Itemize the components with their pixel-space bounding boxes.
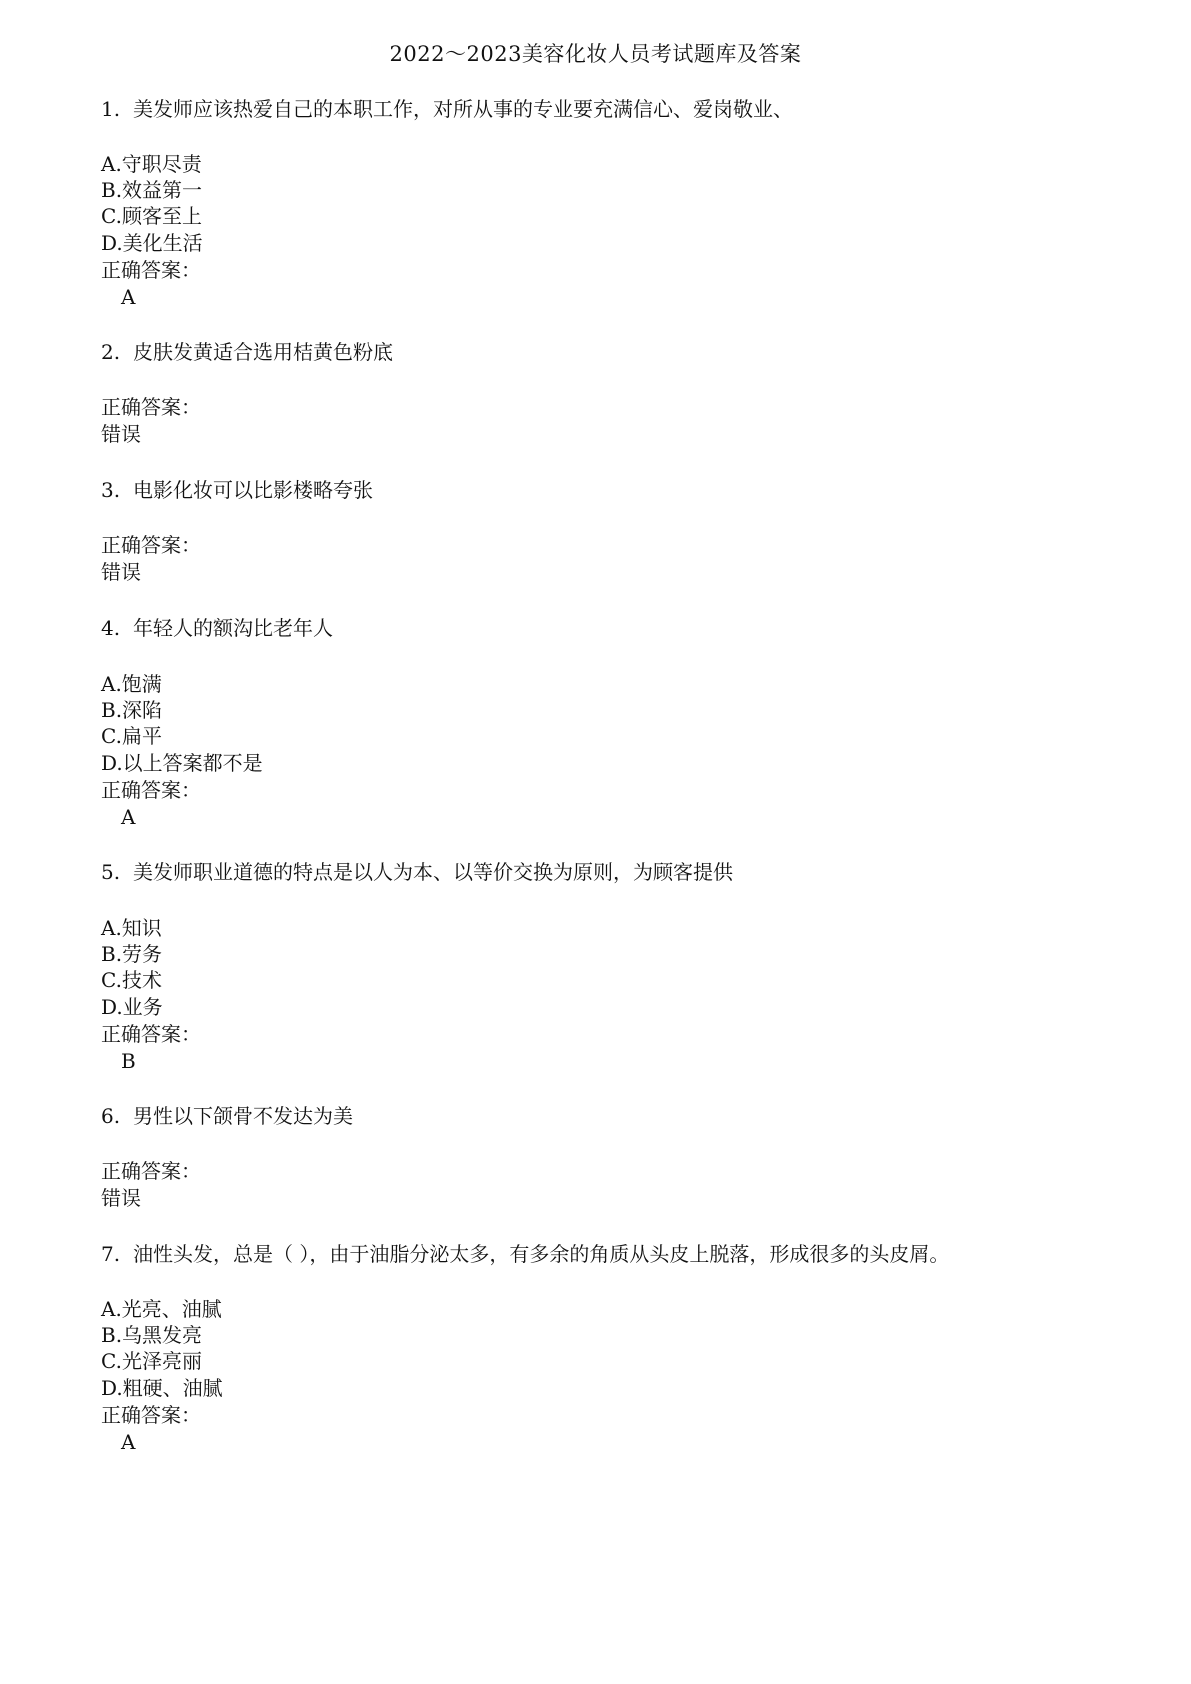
option-4a: A.饱满 — [101, 672, 162, 696]
option-4c: C.扁平 — [101, 724, 162, 748]
option-7d: D.粗硬、油腻 — [101, 1376, 223, 1400]
option-1a: A.守职尽责 — [101, 152, 202, 176]
question-text: 油性头发，总是（ ），由于油脂分泌太多，有多余的角质从头皮上脱落，形成很多的头皮屑。 — [133, 1242, 950, 1266]
question-7 — [101, 1240, 949, 1268]
option-1d: D.美化生活 — [101, 231, 203, 255]
question-text: 男性以下颌骨不发达为美 — [133, 1104, 353, 1128]
answer-label-3: 正确答案： — [101, 533, 201, 557]
option-5c: C.技术 — [101, 968, 162, 992]
option-4d: D.以上答案都不是 — [101, 751, 263, 775]
question-4 — [101, 614, 333, 642]
question-number: 3. — [101, 478, 121, 502]
question-text: 年轻人的额沟比老年人 — [133, 616, 333, 640]
question-number: 7. — [101, 1242, 121, 1266]
question-3 — [101, 476, 373, 504]
answer-value-5: B — [121, 1049, 136, 1073]
question-6 — [101, 1102, 353, 1130]
question-number: 5. — [101, 860, 121, 884]
question-text: 美发师职业道德的特点是以人为本、以等价交换为原则，为顾客提供 — [133, 860, 733, 884]
answer-value-3: 错误 — [101, 560, 141, 584]
question-number: 4. — [101, 616, 121, 640]
option-5a: A.知识 — [101, 916, 162, 940]
answer-label-5: 正确答案： — [101, 1022, 201, 1046]
question-text: 美发师应该热爱自己的本职工作，对所从事的专业要充满信心、爱岗敬业、 — [133, 97, 793, 121]
answer-label-2: 正确答案： — [101, 395, 201, 419]
answer-value-2: 错误 — [101, 422, 141, 446]
question-text: 电影化妆可以比影楼略夸张 — [133, 478, 373, 502]
answer-value-6: 错误 — [101, 1186, 141, 1210]
option-5d: D.业务 — [101, 995, 163, 1019]
answer-value-7: A — [121, 1430, 136, 1454]
option-4b: B.深陷 — [101, 698, 163, 722]
question-number: 6. — [101, 1104, 121, 1128]
option-1b: B.效益第一 — [101, 178, 203, 202]
question-5 — [101, 858, 733, 886]
question-number: 1. — [101, 97, 121, 121]
question-1 — [101, 95, 793, 123]
option-7b: B.乌黑发亮 — [101, 1323, 203, 1347]
option-7a: A.光亮、油腻 — [101, 1297, 222, 1321]
answer-label-7: 正确答案： — [101, 1403, 201, 1427]
document-title: 2022～2023美容化妆人员考试题库及答案 — [389, 42, 802, 66]
question-number: 2. — [101, 340, 121, 364]
option-7c: C.光泽亮丽 — [101, 1349, 202, 1373]
answer-value-1: A — [121, 285, 136, 309]
option-1c: C.顾客至上 — [101, 204, 202, 228]
answer-label-4: 正确答案： — [101, 778, 201, 802]
answer-label-1: 正确答案： — [101, 258, 201, 282]
option-5b: B.劳务 — [101, 942, 163, 966]
answer-value-4: A — [121, 805, 136, 829]
question-2 — [101, 338, 393, 366]
answer-label-6: 正确答案： — [101, 1159, 201, 1183]
question-text: 皮肤发黄适合选用桔黄色粉底 — [133, 340, 393, 364]
